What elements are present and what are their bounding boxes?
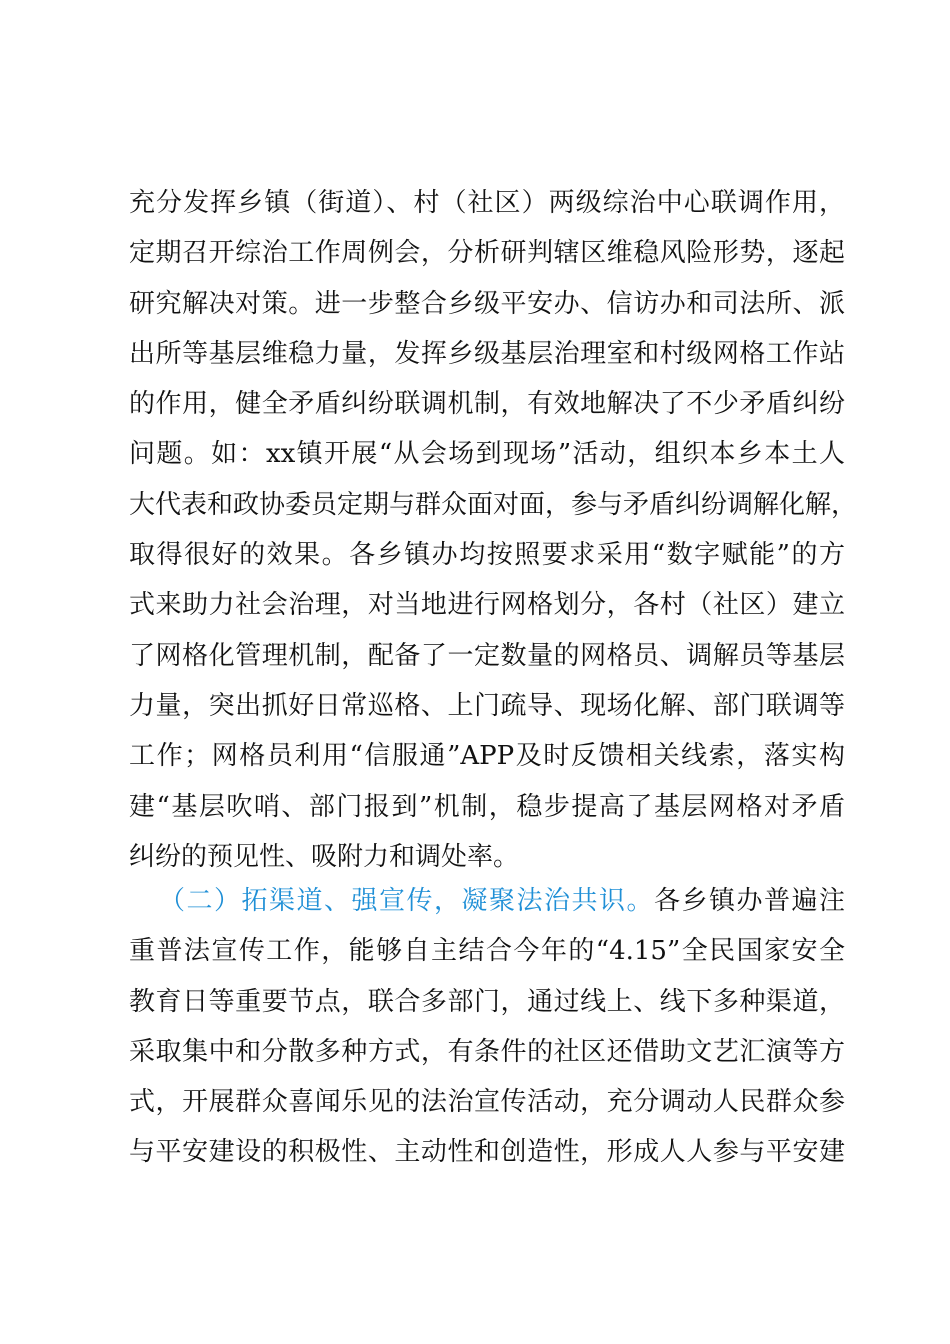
paragraph-line: 力量，突出抓好日常巡格、上门疏导、现场化解、部门联调等 <box>129 690 845 721</box>
paragraph-line: 采取集中和分散多种方式，有条件的社区还借助文艺汇演等方 <box>129 1036 845 1067</box>
paragraph-line: 问题。如：xx镇开展“从会场到现场”活动，组织本乡本土人 <box>129 439 845 470</box>
paragraph-1 <box>129 178 858 882</box>
paragraph-line-rest: 各乡镇办普遍注 <box>653 886 845 916</box>
paragraph-line: 与平安建设的积极性、主动性和创造性，形成人人参与平安建 <box>129 1137 845 1168</box>
paragraph-line: 定期召开综治工作周例会，分析研判辖区维稳风险形势，逐起 <box>129 238 845 269</box>
paragraph-line: 重普法宣传工作，能够自主结合今年的“4.15”全民国家安全 <box>129 936 845 967</box>
paragraph-line: 充分发挥乡镇（街道）、村（社区）两级综治中心联调作用， <box>129 188 845 218</box>
paragraph-line: 的作用，健全矛盾纠纷联调机制，有效地解决了不少矛盾纠纷 <box>129 389 845 420</box>
paragraph-line: 式，开展群众喜闻乐见的法治宣传活动，充分调动人民群众参 <box>129 1087 845 1118</box>
paragraph-line: 出所等基层维稳力量，发挥乡级基层治理室和村级网格工作站 <box>129 338 845 369</box>
paragraph-line: 大代表和政协委员定期与群众面对面，参与矛盾纠纷调解化解， <box>129 489 858 520</box>
paragraph-line: 纠纷的预见性、吸附力和调处率。 <box>129 841 520 872</box>
paragraph-line: 式来助力社会治理，对当地进行网格划分，各村（社区）建立 <box>129 590 845 621</box>
paragraph-line: 研究解决对策。进一步整合乡级平安办、信访办和司法所、派 <box>129 288 845 319</box>
paragraph-line: 建“基层吹哨、部门报到”机制，稳步提高了基层网格对矛盾 <box>129 791 845 822</box>
paragraph-line: 了网格化管理机制，配备了一定数量的网格员、调解员等基层 <box>129 640 845 671</box>
paragraph-first-line <box>129 876 845 926</box>
section-heading: （二）拓渠道、强宣传，凝聚法治共识。 <box>159 886 654 916</box>
paragraph-line: 工作；网格员利用“信服通”APP及时反馈相关线索，落实构 <box>129 741 845 772</box>
paragraph-line: 教育日等重要节点，联合多部门，通过线上、线下多种渠道， <box>129 986 845 1017</box>
paragraph-line: 取得很好的效果。各乡镇办均按照要求采用“数字赋能”的方 <box>129 540 845 571</box>
paragraph-2 <box>129 876 845 1178</box>
